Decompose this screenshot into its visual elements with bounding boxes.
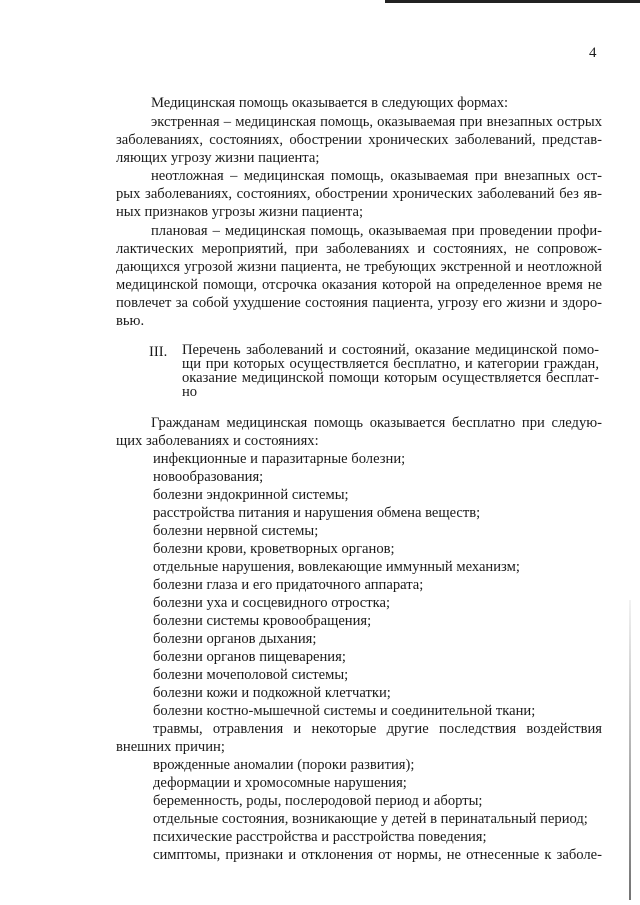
form-urgent-line: рых заболеваниях, состояниях, обострении хронических заболеваний без яв-: [116, 186, 602, 202]
section-title-line: Перечень заболеваний и состояний, оказание медицинской помо-: [182, 342, 599, 358]
disease-item: болезни уха и сосцевидного отростка;: [153, 595, 391, 611]
disease-item: психические расстройства и расстройства поведения;: [153, 829, 487, 845]
disease-item: болезни крови, кроветворных органов;: [153, 541, 395, 557]
section-title-line: щи при которых осуществляется бесплатно, и категории граждан,: [182, 356, 599, 372]
form-planned-line: медицинской помощи, отсрочка оказания которой на определенное время не: [116, 277, 602, 293]
disease-item: врожденные аномалии (пороки развития);: [153, 757, 415, 773]
free-care-intro-line: Гражданам медицинская помощь оказывается бесплатно при следую-: [151, 415, 602, 431]
disease-item: болезни системы кровообращения;: [153, 613, 372, 629]
disease-item: отдельные состояния, возникающие у детей в перинатальный период;: [153, 811, 588, 827]
disease-item: болезни костно-мышечной системы и соединительной ткани;: [153, 703, 536, 719]
form-planned-line: лактических мероприятий, при заболеваниях и состояниях, не сопровож-: [116, 241, 602, 257]
disease-item: травмы, отравления и некоторые другие последствия воздействия: [153, 721, 602, 737]
top-rule: [385, 0, 640, 3]
disease-item: отдельные нарушения, вовлекающие иммунный механизм;: [153, 559, 520, 575]
disease-item: симптомы, признаки и отклонения от нормы, не отнесенные к заболе-: [153, 847, 602, 863]
form-planned-line: вью.: [116, 313, 145, 329]
form-urgent-line: ных признаков угрозы жизни пациента;: [116, 204, 364, 220]
form-emergency-line: ляющих угрозу жизни пациента;: [116, 150, 320, 166]
intro-line: Медицинская помощь оказывается в следующих формах:: [151, 95, 509, 111]
free-care-intro-line: щих заболеваниях и состояниях:: [116, 433, 319, 449]
form-planned-line: повлечет за собой ухудшение состояния пациента, угрозу его жизни и здоро-: [116, 295, 602, 311]
disease-item: болезни эндокринной системы;: [153, 487, 349, 503]
disease-item: болезни мочеполовой системы;: [153, 667, 349, 683]
disease-item: болезни органов пищеварения;: [153, 649, 346, 665]
page-number: 4: [589, 45, 597, 61]
form-planned-line: плановая – медицинская помощь, оказываемая при проведении профи-: [151, 223, 602, 239]
disease-item: беременность, роды, послеродовой период и аборты;: [153, 793, 483, 809]
disease-item: болезни органов дыхания;: [153, 631, 317, 647]
disease-item: инфекционные и паразитарные болезни;: [153, 451, 406, 467]
section-title-line: оказание медицинской помощи которым осуществляется бесплат-: [182, 370, 599, 386]
disease-item: деформации и хромосомные нарушения;: [153, 775, 407, 791]
disease-item: болезни нервной системы;: [153, 523, 319, 539]
form-emergency-line: заболеваниях, состояниях, обострении хронических заболеваний, представ-: [116, 132, 602, 148]
section-number: III.: [149, 344, 168, 360]
scan-edge-shadow: [629, 600, 631, 900]
disease-item: расстройства питания и нарушения обмена веществ;: [153, 505, 481, 521]
form-urgent-line: неотложная – медицинская помощь, оказываемая при внезапных ост-: [151, 168, 602, 184]
disease-item: болезни глаза и его придаточного аппарата;: [153, 577, 424, 593]
form-emergency-line: экстренная – медицинская помощь, оказываемая при внезапных острых: [151, 114, 602, 130]
disease-item: новообразования;: [153, 469, 264, 485]
section-title-line: но: [182, 384, 198, 400]
form-planned-line: дающихся угрозой жизни пациента, не требующих экстренной и неотложной: [116, 259, 602, 275]
disease-item: болезни кожи и подкожной клетчатки;: [153, 685, 391, 701]
disease-item: внешних причин;: [116, 739, 225, 755]
